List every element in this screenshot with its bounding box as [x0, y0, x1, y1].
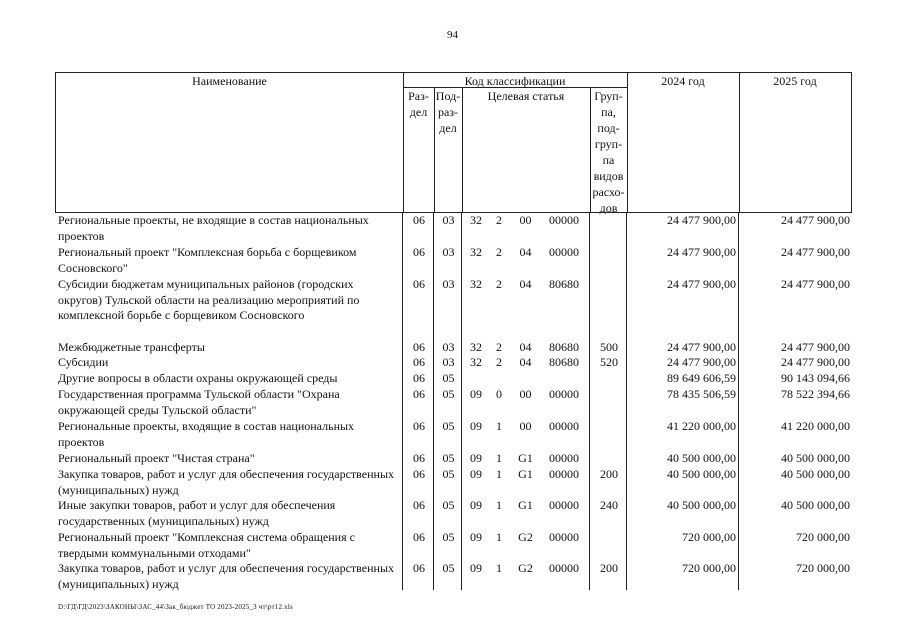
row-cell-a: 32: [470, 277, 482, 291]
row-cell-b: 2: [496, 213, 502, 227]
row-cell-pr: 05: [442, 371, 455, 385]
row-cell-rz: 06: [413, 419, 425, 433]
row-cell-pr: 05: [442, 419, 455, 433]
row-cell-b: 0: [496, 387, 502, 401]
row-cell-rz: 06: [413, 355, 425, 369]
row-cell-pr: 03: [442, 277, 455, 291]
row-cell-c: 04: [519, 340, 532, 354]
row-cell-a: 09: [470, 467, 482, 481]
row-cell-pr: 05: [442, 467, 455, 481]
row-cell-c: G2: [518, 530, 533, 544]
row-cell-b: 1: [496, 467, 502, 481]
row-cell-c: G1: [518, 451, 533, 465]
row-cell-rz: 06: [413, 530, 425, 544]
row-cell-a: 09: [470, 530, 482, 544]
row-cell-d: 00000: [549, 387, 579, 401]
row-name: Государственная программа Тульской области "Охрана окружающей среды Тульской области": [58, 387, 340, 417]
row-cell-b: 1: [496, 530, 502, 544]
header-year1: 2024 год: [661, 74, 705, 88]
row-cell-c: 00: [519, 387, 532, 401]
row-name: Иные закупки товаров, работ и услуг для обеспечения государственных (муниципальных) нужд: [58, 498, 336, 528]
row-cell-vr: 520: [600, 355, 618, 369]
row-cell-y2: 40 500 000,00: [781, 451, 850, 465]
row-cell-b: 1: [496, 419, 502, 433]
row-cell-rz: 06: [413, 451, 425, 465]
page-number: 94: [447, 29, 458, 41]
row-cell-rz: 06: [413, 467, 425, 481]
row-name: Региональный проект "Комплексная система обращения с твердыми коммунальными отходами": [58, 530, 355, 560]
row-cell-a: 32: [470, 213, 482, 227]
row-name: Региональный проект "Чистая страна": [58, 451, 255, 465]
row-cell-rz: 06: [413, 561, 425, 575]
row-cell-y2: 40 500 000,00: [781, 498, 850, 512]
row-cell-vr: 500: [600, 340, 618, 354]
row-cell-pr: 03: [442, 213, 455, 227]
row-cell-c: 00: [519, 213, 532, 227]
row-cell-y2: 24 477 900,00: [781, 245, 850, 259]
row-cell-b: 2: [496, 277, 502, 291]
header-name: Наименование: [192, 74, 267, 88]
row-cell-y1: 24 477 900,00: [667, 213, 736, 227]
row-name: Региональный проект "Комплексная борьба с борщевиком Сосновского": [58, 245, 357, 275]
header-classification-code: Код классификации: [464, 74, 566, 88]
row-cell-c: 04: [519, 245, 532, 259]
row-cell-y1: 41 220 000,00: [667, 419, 736, 433]
row-name: Региональные проекты, не входящие в состав национальных проектов: [58, 213, 369, 243]
row-cell-y1: 89 649 606,59: [667, 371, 736, 385]
row-cell-d: 80680: [549, 340, 579, 354]
row-cell-c: G1: [518, 498, 533, 512]
row-cell-a: 32: [470, 245, 482, 259]
row-cell-pr: 05: [442, 387, 455, 401]
row-cell-y2: 24 477 900,00: [781, 277, 850, 291]
row-cell-c: 04: [519, 355, 532, 369]
row-cell-a: 09: [470, 498, 482, 512]
row-cell-y2: 90 143 094,66: [781, 371, 850, 385]
row-cell-c: 04: [519, 277, 532, 291]
row-cell-d: 00000: [549, 561, 579, 575]
row-name: Закупка товаров, работ и услуг для обеспечения государственных (муниципальных) нужд: [58, 561, 395, 591]
row-cell-pr: 03: [442, 245, 455, 259]
row-cell-rz: 06: [413, 277, 425, 291]
row-cell-d: 00000: [549, 419, 579, 433]
row-cell-c: G1: [518, 467, 533, 481]
row-name: Межбюджетные трансферты: [58, 340, 205, 354]
row-cell-y2: 720 000,00: [796, 561, 850, 575]
row-cell-rz: 06: [413, 387, 425, 401]
row-cell-y2: 40 500 000,00: [781, 467, 850, 481]
row-cell-y1: 720 000,00: [682, 561, 736, 575]
row-cell-b: 1: [496, 561, 502, 575]
row-cell-d: 00000: [549, 498, 579, 512]
row-cell-d: 00000: [549, 451, 579, 465]
row-name: Закупка товаров, работ и услуг для обеспечения государственных (муниципальных) нужд: [58, 467, 395, 497]
row-cell-a: 32: [470, 340, 482, 354]
row-name: Региональные проекты, входящие в состав национальных проектов: [58, 419, 355, 449]
row-cell-y1: 24 477 900,00: [667, 277, 736, 291]
row-name: Другие вопросы в области охраны окружающей среды: [58, 371, 338, 385]
row-cell-y2: 24 477 900,00: [781, 355, 850, 369]
row-cell-y2: 24 477 900,00: [781, 340, 850, 354]
row-cell-c: G2: [518, 561, 533, 575]
row-name: Субсидии бюджетам муниципальных районов (городских округов) Тульской области на реализацию мероприятий по комплексной борьбе с борщевиком Сосновского: [58, 277, 360, 322]
row-cell-a: 09: [470, 419, 482, 433]
row-cell-d: 00000: [549, 467, 579, 481]
row-cell-pr: 05: [442, 530, 455, 544]
row-cell-rz: 06: [413, 245, 425, 259]
row-cell-b: 1: [496, 498, 502, 512]
header-section: Раз- дел: [408, 89, 429, 119]
file-path-footer: D:\ГД\ГД\2023\ЗАКОНЫ\ЗАС_44\Зак_бюджет ТО 2023-2025_3 чт\рт12.xls: [58, 603, 293, 611]
row-cell-d: 80680: [549, 355, 579, 369]
row-cell-vr: 200: [600, 467, 618, 481]
header-group: Груп- па, под- груп- па видов расхо- дов: [592, 89, 625, 215]
row-cell-b: 2: [496, 245, 502, 259]
row-cell-b: 2: [496, 340, 502, 354]
row-cell-rz: 06: [413, 371, 425, 385]
row-cell-y1: 40 500 000,00: [667, 451, 736, 465]
row-cell-d: 80680: [549, 277, 579, 291]
row-cell-y2: 720 000,00: [796, 530, 850, 544]
row-cell-a: 32: [470, 355, 482, 369]
row-cell-y1: 40 500 000,00: [667, 467, 736, 481]
row-cell-y2: 41 220 000,00: [781, 419, 850, 433]
row-cell-vr: 200: [600, 561, 618, 575]
header-year2: 2025 год: [773, 74, 817, 88]
table-header: [55, 72, 852, 213]
row-cell-y1: 24 477 900,00: [667, 340, 736, 354]
row-cell-rz: 06: [413, 498, 425, 512]
row-cell-a: 09: [470, 387, 482, 401]
row-cell-d: 00000: [549, 213, 579, 227]
header-subsection: Под- раз- дел: [435, 89, 461, 135]
row-cell-d: 00000: [549, 245, 579, 259]
row-cell-y2: 24 477 900,00: [781, 213, 850, 227]
row-cell-c: 00: [519, 419, 532, 433]
row-cell-y1: 40 500 000,00: [667, 498, 736, 512]
row-name: Субсидии: [58, 355, 109, 369]
row-cell-y1: 78 435 506,59: [667, 387, 736, 401]
row-cell-y1: 720 000,00: [682, 530, 736, 544]
row-cell-a: 09: [470, 561, 482, 575]
row-cell-b: 2: [496, 355, 502, 369]
row-cell-y1: 24 477 900,00: [667, 245, 736, 259]
row-cell-b: 1: [496, 451, 502, 465]
row-cell-rz: 06: [413, 213, 425, 227]
row-cell-pr: 05: [442, 561, 455, 575]
row-cell-y2: 78 522 394,66: [781, 387, 850, 401]
row-cell-pr: 05: [442, 498, 455, 512]
row-cell-pr: 05: [442, 451, 455, 465]
row-cell-vr: 240: [600, 498, 618, 512]
row-cell-rz: 06: [413, 340, 425, 354]
row-cell-d: 00000: [549, 530, 579, 544]
row-cell-y1: 24 477 900,00: [667, 355, 736, 369]
row-cell-a: 09: [470, 451, 482, 465]
row-cell-pr: 03: [442, 355, 455, 369]
row-cell-pr: 03: [442, 340, 455, 354]
header-target-article: Целевая статья: [487, 89, 565, 103]
